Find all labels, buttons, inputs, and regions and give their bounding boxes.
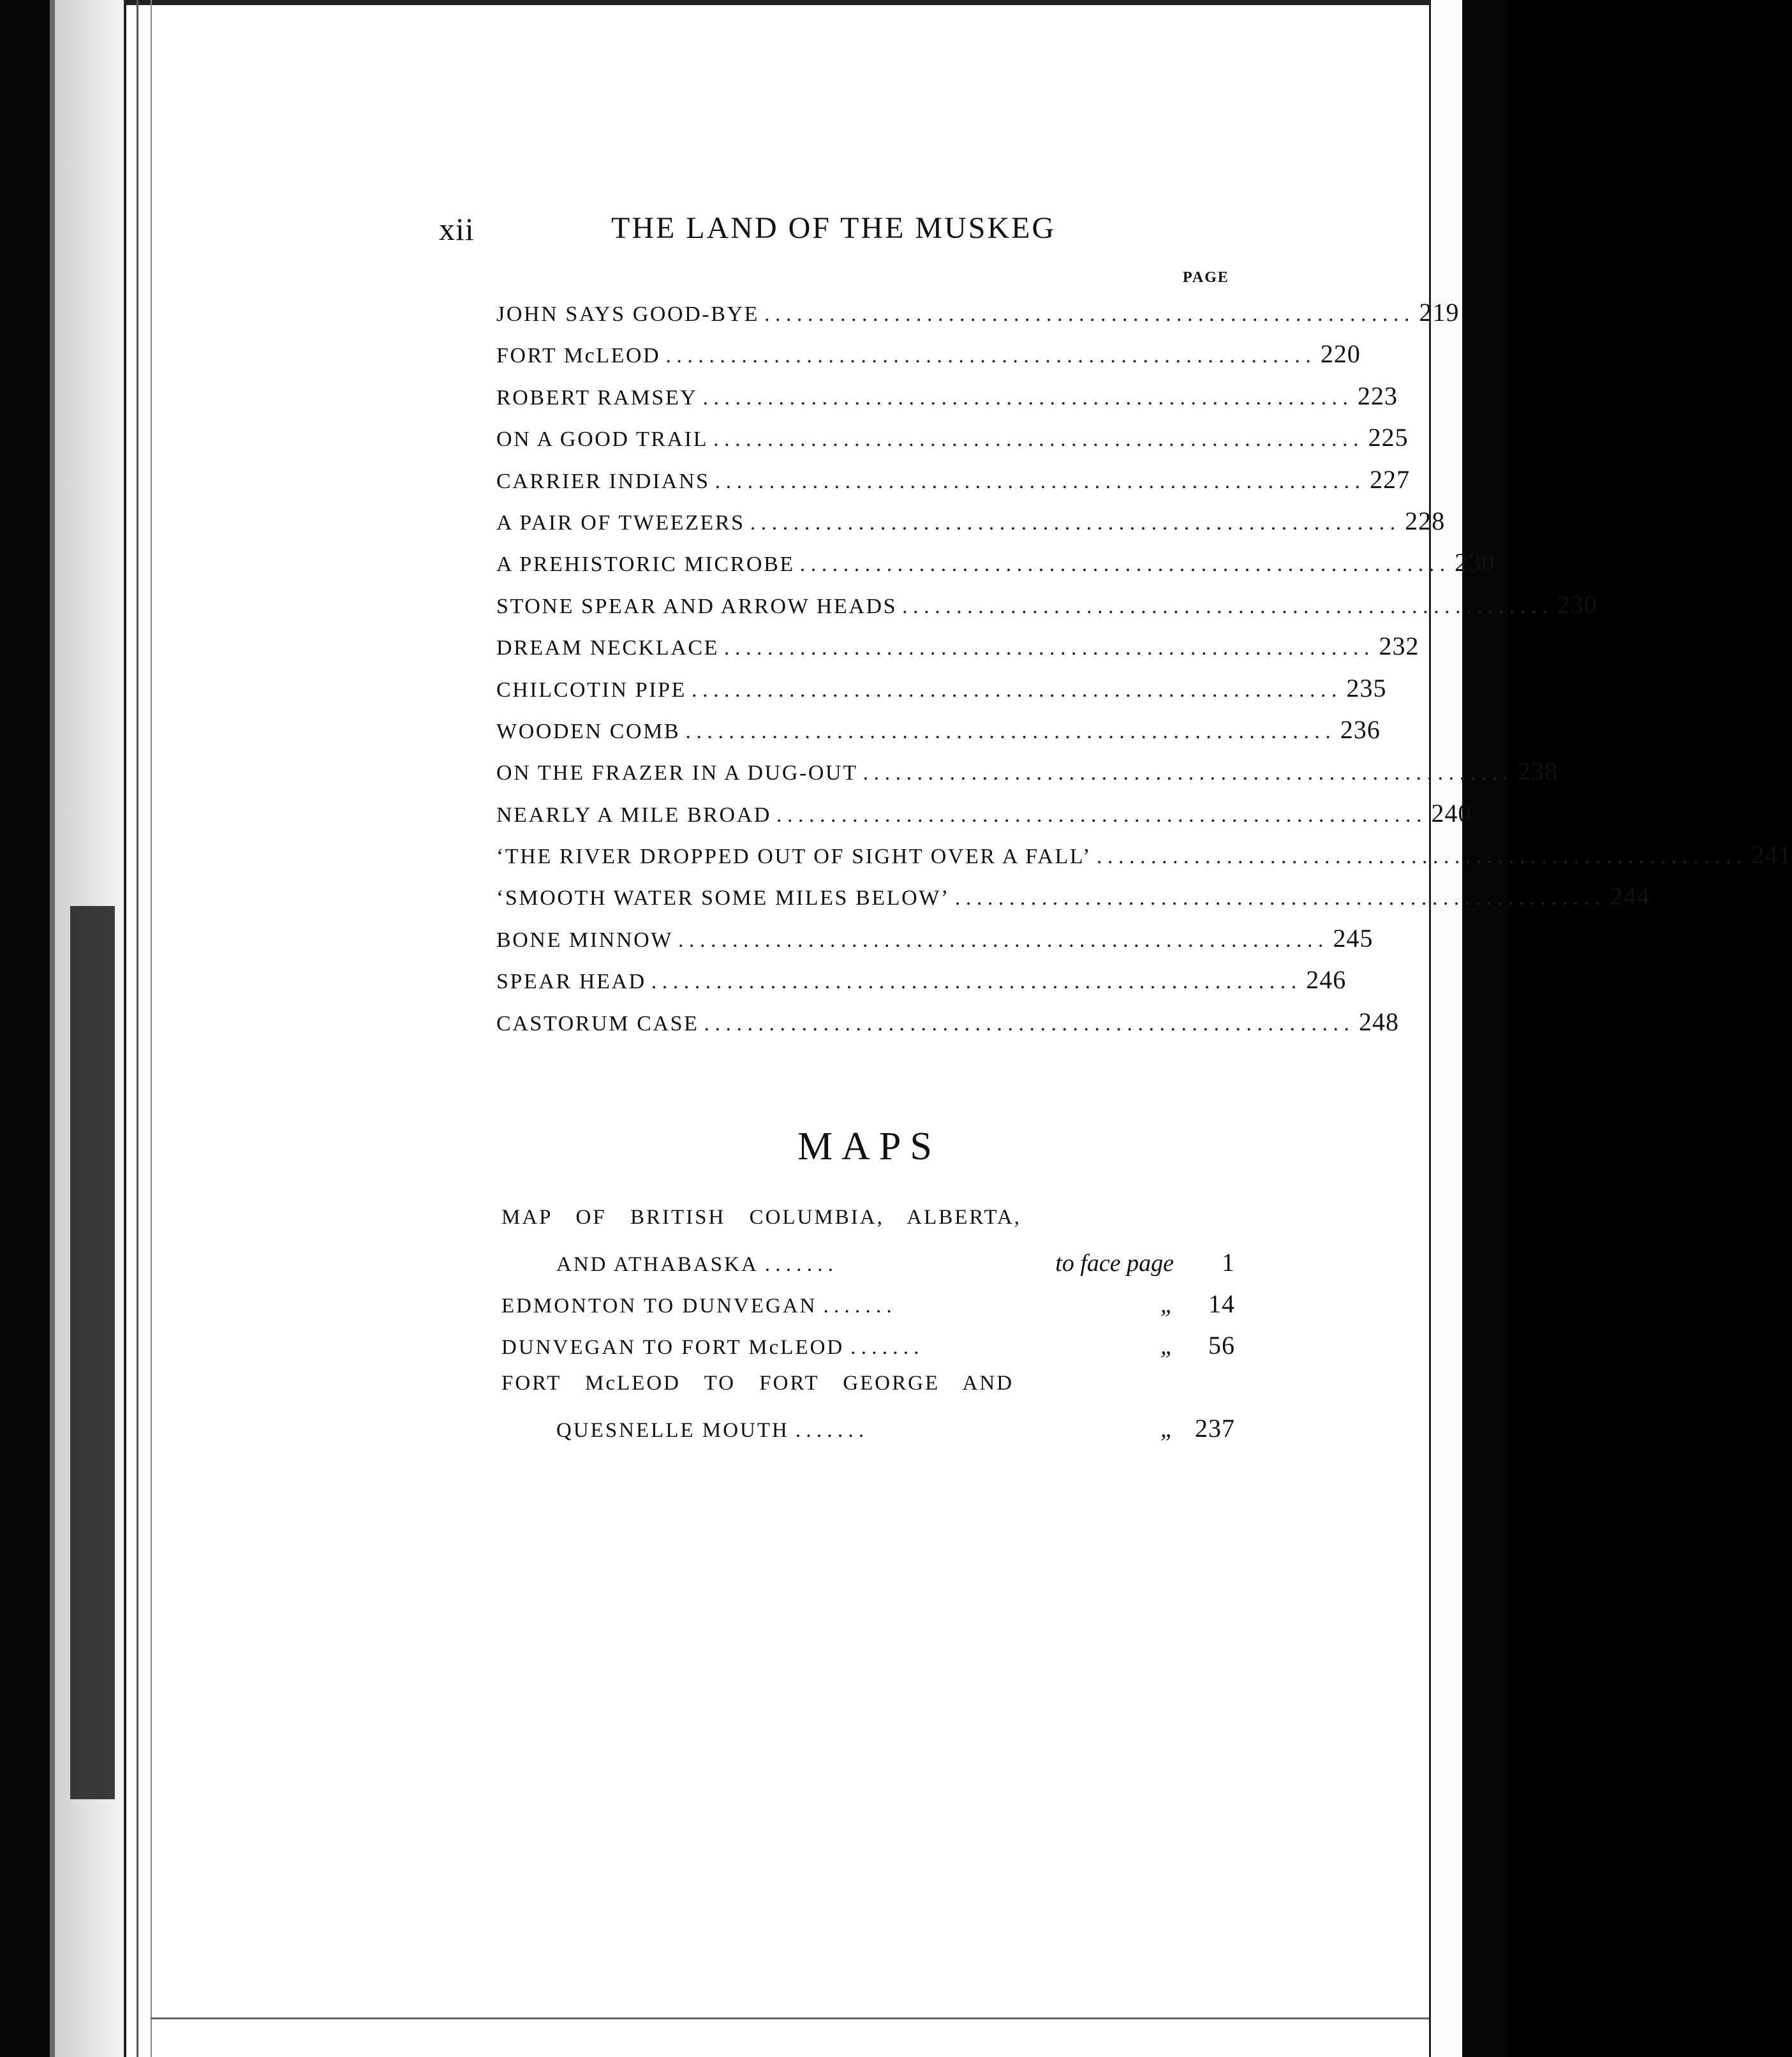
list-item [496, 422, 1409, 464]
list-item [496, 590, 1597, 631]
illustration-page: 235 [1346, 673, 1387, 702]
illustration-page: 227 [1370, 464, 1411, 494]
dot-leader: . . . . . . . . . . . . . . . . . . . . . . . . . . . . . . . . . . . . . . . . . . . . . . . . . . . . . . . . . . . . [764, 302, 1410, 326]
map-title: QUESNELLE MOUTH [556, 1419, 789, 1442]
scan-edge-top [0, 0, 1508, 5]
dot-leader: . . . . . . . . . . . . . . . . . . . . . . . . . . . . . . . . . . . . . . . . . . . . . . . . . . . . . . . . . . . . [713, 427, 1359, 452]
dot-leader: . . . . . . . . . . . . . . . . . . . . . . . . . . . . . . . . . . . . . . . . . . . . . . . . . . . . . . . . . . . . [715, 469, 1361, 493]
dot-leader: . . . . . . . . . . . . . . . . . . . . . . . . . . . . . . . . . . . . . . . . . . . . . . . . . . . . . . . . . . . . [1097, 845, 1742, 869]
spine-stain [70, 906, 115, 1799]
illustration-title: DREAM NECKLACE [496, 636, 720, 660]
map-title: FORT McLEOD TO FORT GEORGE AND [501, 1372, 1014, 1395]
list-item [496, 547, 1495, 589]
list-item [501, 1413, 1235, 1455]
illustration-title: A PAIR OF TWEEZERS [496, 510, 745, 535]
map-reference: „ [1160, 1291, 1174, 1318]
page-edge-line [137, 0, 138, 2057]
illustration-title: NEARLY A MILE BROAD [496, 803, 772, 827]
list-item [501, 1372, 1235, 1413]
dot-leader: . . . . . . . . . . . . . . . . . . . . . . . . . . . . . . . . . . . . . . . . . . . . . . . . . . . . . . . . . . . . [776, 803, 1422, 827]
list-item [496, 881, 1650, 923]
illustration-page: 225 [1368, 423, 1409, 452]
illustration-page: 220 [1320, 339, 1361, 369]
scan-edge-left [0, 0, 50, 2057]
scan-edge-right [1462, 0, 1508, 2057]
page-edge-line [124, 0, 126, 2057]
page-bottom-edge [151, 2017, 1429, 2019]
illustration-title: FORT McLEOD [496, 344, 661, 368]
illustration-page: 241 [1751, 840, 1792, 870]
illustration-title: ON A GOOD TRAIL [496, 427, 709, 452]
illustration-page: 236 [1340, 715, 1381, 744]
illustration-title: A PREHISTORIC MICROBE [496, 553, 795, 577]
dot-leader: . . . . . . . . . . . . . . . . . . . . . . . . . . . . . . . . . . . . . . . . . . . . . . . . . . . . . . . . . . . . [863, 761, 1509, 785]
illustrations-list [496, 297, 1792, 1048]
illustration-page: 232 [1379, 632, 1419, 661]
list-item [501, 1247, 1235, 1289]
dot-leader: . . . . . . . . . . . . . . . . . . . . . . . . . . . . . . . . . . . . . . . . . . . . . . . . . . . . . . . . . . . . [954, 886, 1601, 910]
illustration-title: CARRIER INDIANS [496, 469, 710, 493]
map-page: 56 [1208, 1331, 1235, 1360]
list-item [496, 297, 1460, 339]
list-item [496, 631, 1419, 672]
list-item [496, 923, 1374, 965]
dot-leader: . . . . . . . . . . . . . . . . . . . . . . . . . . . . . . . . . . . . . . . . . . . . . . . . . . . . . . . . . . . . [750, 510, 1396, 535]
list-item [496, 673, 1387, 715]
illustration-page: 230 [1557, 590, 1597, 619]
dot-leader: . . . . . . . . . . . . . . . . . . . . . . . . . . . . . . . . . . . . . . . . . . . . . . . . . . . . . . . . . . . . [678, 928, 1324, 952]
dot-leader: . . . . . . . [823, 1295, 892, 1318]
dot-leader: . . . . . . . . . . . . . . . . . . . . . . . . . . . . . . . . . . . . . . . . . . . . . . . . . . . . . . . . . . . . [692, 678, 1337, 702]
illustration-title: WOODEN COMB [496, 719, 681, 743]
illustration-page: 223 [1357, 381, 1398, 410]
list-item [496, 381, 1398, 422]
illustration-page: 245 [1333, 923, 1374, 953]
list-item [501, 1289, 1235, 1330]
maps-list [501, 1206, 1235, 1455]
dot-leader: . . . . . . . . . . . . . . . . . . . . . . . . . . . . . . . . . . . . . . . . . . . . . . . . . . . . . . . . . . . . [651, 970, 1297, 994]
map-page: 14 [1208, 1289, 1235, 1318]
page-edge-line [151, 0, 152, 2057]
illustration-page: 228 [1405, 506, 1446, 535]
dot-leader: . . . . . . . . . . . . . . . . . . . . . . . . . . . . . . . . . . . . . . . . . . . . . . . . . . . . . . . . . . . . [724, 636, 1370, 660]
list-item [496, 506, 1446, 547]
map-title: EDMONTON TO DUNVEGAN [501, 1295, 817, 1318]
illustration-title: CHILCOTIN PIPE [496, 678, 687, 702]
illustration-page: 238 [1518, 757, 1559, 786]
page-folio: xii [439, 211, 475, 247]
illustration-page: 219 [1419, 298, 1460, 327]
illustration-page: 240 [1431, 798, 1472, 828]
illustration-title: ‘SMOOTH WATER SOME MILES BELOW’ [496, 886, 950, 910]
dot-leader: . . . . . . . . . . . . . . . . . . . . . . . . . . . . . . . . . . . . . . . . . . . . . . . . . . . . . . . . . . . . [685, 719, 1331, 743]
illustration-page: 244 [1610, 882, 1650, 911]
list-item [496, 840, 1792, 881]
illustration-title: BONE MINNOW [496, 928, 673, 952]
dot-leader: . . . . . . . . . . . . . . . . . . . . . . . . . . . . . . . . . . . . . . . . . . . . . . . . . . . . . . . . . . . . [665, 344, 1311, 368]
maps-heading: MAPS [797, 1125, 941, 1168]
map-title: MAP OF BRITISH COLUMBIA, ALBERTA, [501, 1206, 1022, 1229]
page-column-label: PAGE [1183, 269, 1229, 286]
dot-leader: . . . . . . . . . . . . . . . . . . . . . . . . . . . . . . . . . . . . . . . . . . . . . . . . . . . . . . . . . . . . [704, 1011, 1350, 1036]
running-title: THE LAND OF THE MUSKEG [611, 211, 1056, 245]
scan-edge-left-grey [50, 0, 55, 2057]
illustration-title: ‘THE RIVER DROPPED OUT OF SIGHT OVER A FALL’ [496, 845, 1092, 869]
illustration-title: CASTORUM CASE [496, 1011, 699, 1036]
dot-leader: . . . . . . . . . . . . . . . . . . . . . . . . . . . . . . . . . . . . . . . . . . . . . . . . . . . . . . . . . . . . [902, 594, 1548, 618]
map-reference: „ [1160, 1416, 1174, 1443]
illustration-page: 248 [1359, 1007, 1400, 1036]
list-item [496, 715, 1381, 756]
list-item [496, 1007, 1400, 1048]
list-item [496, 798, 1472, 840]
map-title: AND ATHABASKA [556, 1253, 759, 1276]
dot-leader: . . . . . . . . . . . . . . . . . . . . . . . . . . . . . . . . . . . . . . . . . . . . . . . . . . . . . . . . . . . . [799, 553, 1446, 577]
illustration-page: 230 [1455, 548, 1495, 577]
map-reference: „ [1160, 1333, 1174, 1360]
illustration-title: ROBERT RAMSEY [496, 385, 698, 410]
dot-leader: . . . . . . . [764, 1253, 834, 1276]
map-page: 237 [1195, 1414, 1235, 1443]
illustration-title: SPEAR HEAD [496, 970, 646, 994]
map-page: 1 [1222, 1248, 1235, 1277]
illustration-title: ON THE FRAZER IN A DUG-OUT [496, 761, 858, 785]
map-reference: to face page [1055, 1250, 1174, 1277]
dot-leader: . . . . . . . [795, 1419, 864, 1442]
list-item [496, 756, 1559, 798]
map-title: DUNVEGAN TO FORT McLEOD [501, 1336, 845, 1359]
list-item [496, 464, 1411, 506]
list-item [501, 1330, 1235, 1372]
dot-leader: . . . . . . . . . . . . . . . . . . . . . . . . . . . . . . . . . . . . . . . . . . . . . . . . . . . . . . . . . . . . [702, 385, 1348, 410]
list-item [496, 965, 1347, 1006]
illustration-page: 246 [1306, 965, 1347, 995]
dot-leader: . . . . . . . [850, 1336, 919, 1359]
illustration-title: JOHN SAYS GOOD-BYE [496, 302, 760, 326]
list-item [496, 339, 1361, 380]
list-item [501, 1206, 1235, 1247]
illustration-title: STONE SPEAR AND ARROW HEADS [496, 594, 898, 618]
